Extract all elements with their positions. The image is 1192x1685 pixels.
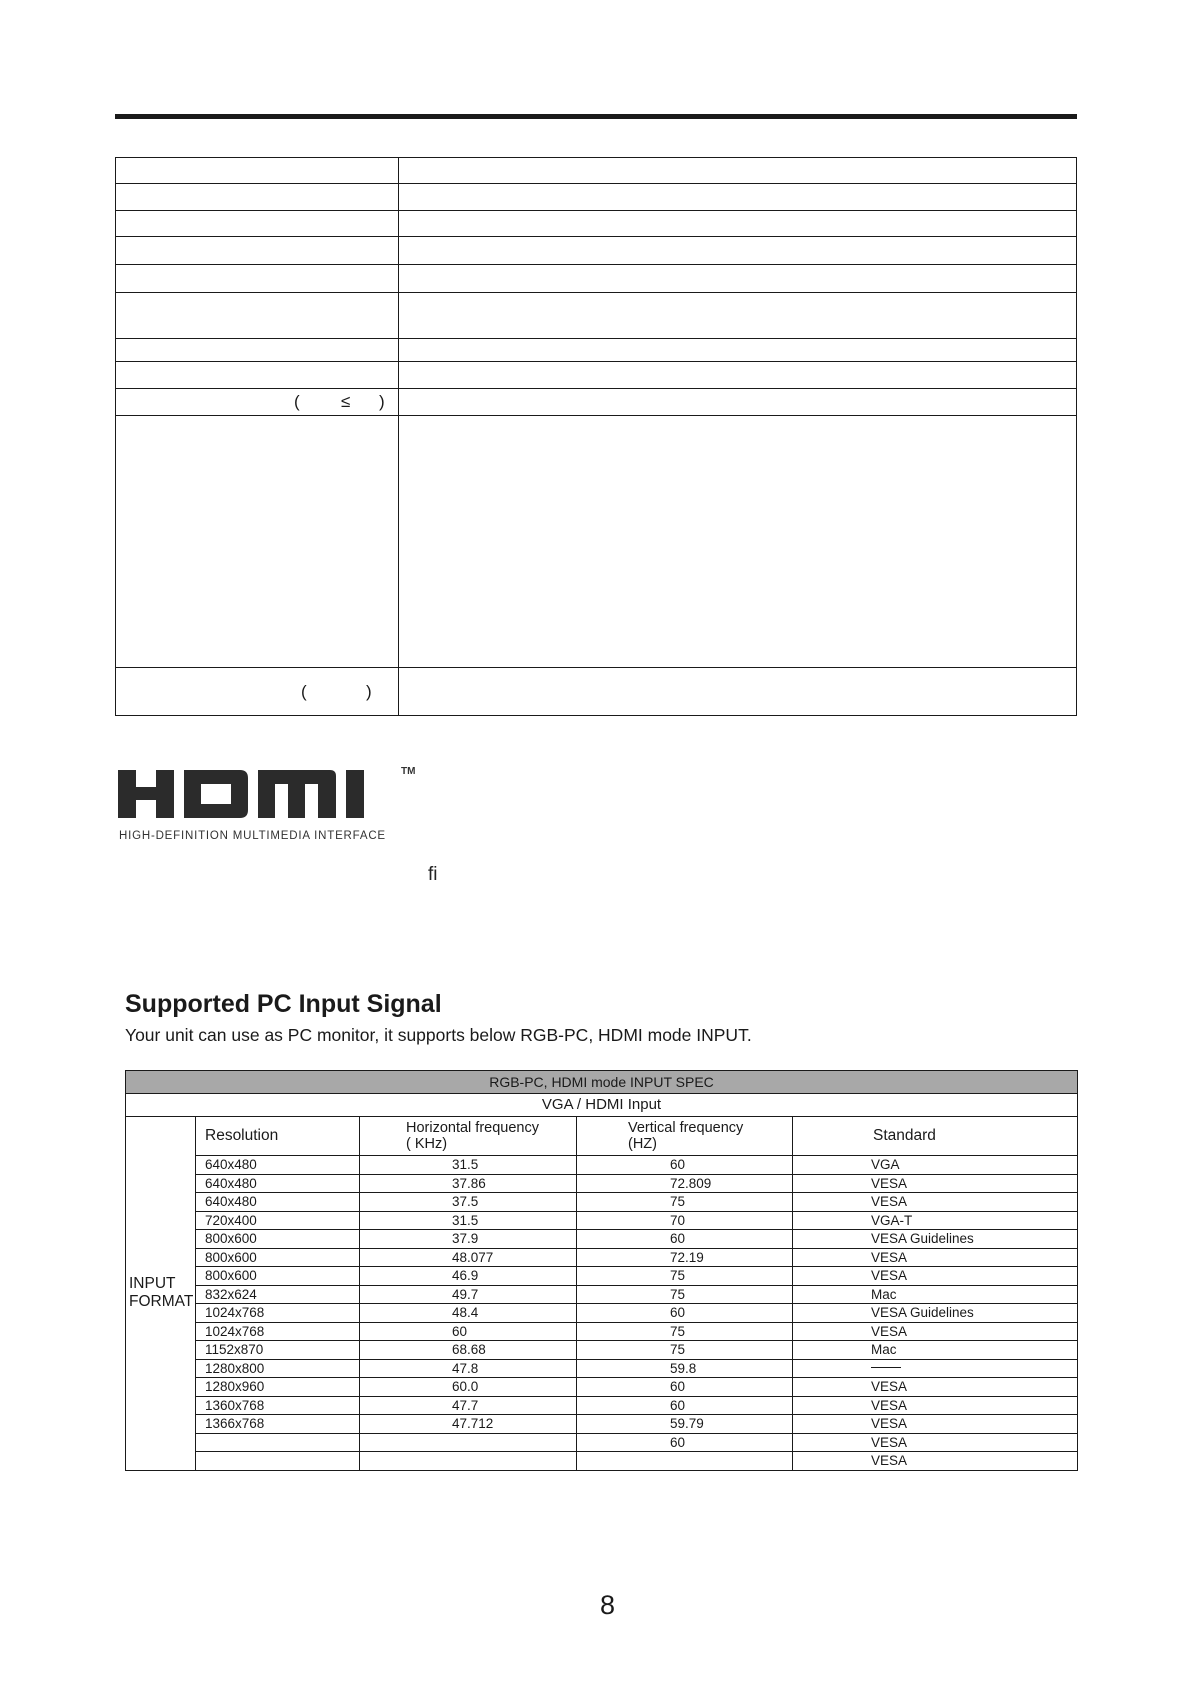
vertical-frequency-cell: 60 xyxy=(577,1230,793,1249)
spec-header: RGB-PC, HDMI mode INPUT SPEC xyxy=(126,1071,1078,1094)
hdmi-logo-icon xyxy=(118,768,398,820)
vertical-frequency-cell: 60 xyxy=(577,1156,793,1175)
resolution-cell: 1280x800 xyxy=(196,1359,360,1378)
table-row xyxy=(126,1156,1078,1175)
horizontal-frequency-cell: 37.9 xyxy=(360,1230,577,1249)
open-paren-symbol: ( xyxy=(294,392,300,411)
standard-cell: VGA xyxy=(793,1156,1078,1175)
spec-value xyxy=(399,237,1077,265)
input-format-label xyxy=(126,1117,196,1471)
spec-row xyxy=(116,293,1077,339)
vertical-frequency-cell: 75 xyxy=(577,1341,793,1360)
horizontal-frequency-cell: 46.9 xyxy=(360,1267,577,1286)
vertical-frequency-cell: 59.79 xyxy=(577,1415,793,1434)
table-row xyxy=(126,1341,1078,1360)
table-row xyxy=(126,1396,1078,1415)
vfreq-header-line-1: Vertical frequency xyxy=(628,1120,744,1136)
standard-cell: VESA xyxy=(793,1267,1078,1286)
horizontal-frequency-cell: 48.4 xyxy=(360,1304,577,1323)
spec-row xyxy=(116,362,1077,389)
section-title: Supported PC Input Signal xyxy=(125,990,442,1018)
hdmi-logo xyxy=(118,768,418,848)
input-label-line-2: FORMAT xyxy=(129,1293,194,1311)
table-row xyxy=(126,1359,1078,1378)
spec-header-row xyxy=(126,1071,1078,1094)
top-rule xyxy=(115,114,1077,119)
standard-cell: VGA-T xyxy=(793,1211,1078,1230)
vertical-frequency-cell: 75 xyxy=(577,1267,793,1286)
spec-value xyxy=(399,362,1077,389)
horizontal-frequency-cell: 47.7 xyxy=(360,1396,577,1415)
vertical-frequency-cell: 75 xyxy=(577,1285,793,1304)
spec-row xyxy=(116,339,1077,362)
hfreq-header-line-2: ( KHz) xyxy=(406,1136,448,1152)
vertical-frequency-cell: 60 xyxy=(577,1304,793,1323)
table-row xyxy=(126,1415,1078,1434)
horizontal-frequency-cell: 60 xyxy=(360,1322,577,1341)
spec-value xyxy=(399,416,1077,668)
spec-label xyxy=(116,389,399,416)
vertical-frequency-cell: 75 xyxy=(577,1193,793,1212)
spec-value xyxy=(399,265,1077,293)
resolution-cell xyxy=(196,1433,360,1452)
table-row xyxy=(126,1211,1078,1230)
input-label-line-1: INPUT xyxy=(129,1275,176,1293)
vertical-frequency-cell: 72.809 xyxy=(577,1174,793,1193)
horizontal-frequency-cell: 49.7 xyxy=(360,1285,577,1304)
spec-value xyxy=(399,184,1077,211)
standard-cell: VESA Guidelines xyxy=(793,1304,1078,1323)
vertical-frequency-cell: 72.19 xyxy=(577,1248,793,1267)
standard-cell xyxy=(793,1359,1078,1378)
vertical-frequency-cell: 60 xyxy=(577,1378,793,1397)
column-header-row xyxy=(126,1117,1078,1156)
spec-row xyxy=(116,416,1077,668)
spec-label xyxy=(116,362,399,389)
hfreq-header-line-1: Horizontal frequency xyxy=(406,1120,539,1136)
input-header: VGA / HDMI Input xyxy=(126,1094,1078,1117)
resolution-cell: 1280x960 xyxy=(196,1378,360,1397)
spec-row xyxy=(116,211,1077,237)
spec-value xyxy=(399,293,1077,339)
spec-value xyxy=(399,339,1077,362)
horizontal-frequency-cell: 47.712 xyxy=(360,1415,577,1434)
standard-cell: VESA xyxy=(793,1433,1078,1452)
trademark-symbol: TM xyxy=(401,766,416,777)
table-row xyxy=(126,1248,1078,1267)
page-number: 8 xyxy=(600,1590,616,1620)
horizontal-frequency-cell xyxy=(360,1433,577,1452)
vertical-frequency-cell: 75 xyxy=(577,1322,793,1341)
resolution-cell: 720x400 xyxy=(196,1211,360,1230)
resolution-cell: 1360x768 xyxy=(196,1396,360,1415)
table-row xyxy=(126,1174,1078,1193)
table-row xyxy=(126,1304,1078,1323)
resolution-cell: 640x480 xyxy=(196,1174,360,1193)
spec-label xyxy=(116,416,399,668)
spec-row xyxy=(116,184,1077,211)
horizontal-frequency-cell xyxy=(360,1452,577,1471)
standard-cell: VESA xyxy=(793,1452,1078,1471)
resolution-cell: 1024x768 xyxy=(196,1304,360,1323)
horizontal-frequency-cell: 68.68 xyxy=(360,1341,577,1360)
standard-cell: VESA xyxy=(793,1174,1078,1193)
horizontal-frequency-cell: 31.5 xyxy=(360,1211,577,1230)
hdmi-tagline: HIGH-DEFINITION MULTIMEDIA INTERFACE xyxy=(119,830,386,842)
spec-label xyxy=(116,237,399,265)
spec-label xyxy=(116,339,399,362)
horizontal-frequency-cell: 47.8 xyxy=(360,1359,577,1378)
spec-label xyxy=(116,158,399,184)
table-row xyxy=(126,1193,1078,1212)
spec-value xyxy=(399,389,1077,416)
fi-ligature-text: fi xyxy=(428,864,438,885)
resolution-cell: 800x600 xyxy=(196,1230,360,1249)
vertical-frequency-cell: 59.8 xyxy=(577,1359,793,1378)
spec-label xyxy=(116,265,399,293)
spec-row xyxy=(116,389,1077,416)
standard-cell: Mac xyxy=(793,1341,1078,1360)
horizontal-frequency-cell: 37.86 xyxy=(360,1174,577,1193)
table-row xyxy=(126,1230,1078,1249)
horizontal-frequency-header xyxy=(360,1117,577,1156)
standard-cell: VESA xyxy=(793,1415,1078,1434)
vertical-frequency-cell: 70 xyxy=(577,1211,793,1230)
standard-cell: VESA xyxy=(793,1378,1078,1397)
vertical-frequency-cell: 60 xyxy=(577,1396,793,1415)
resolution-cell: 1366x768 xyxy=(196,1415,360,1434)
horizontal-frequency-cell: 48.077 xyxy=(360,1248,577,1267)
table-row xyxy=(126,1285,1078,1304)
section-description: Your unit can use as PC monitor, it supports below RGB-PC, HDMI mode INPUT. xyxy=(125,1025,752,1045)
spec-row xyxy=(116,237,1077,265)
spec-row xyxy=(116,668,1077,716)
resolution-cell: 832x624 xyxy=(196,1285,360,1304)
specifications-table xyxy=(115,157,1077,716)
standard-cell: VESA xyxy=(793,1322,1078,1341)
spec-value xyxy=(399,158,1077,184)
resolution-cell: 640x480 xyxy=(196,1156,360,1175)
horizontal-frequency-cell: 37.5 xyxy=(360,1193,577,1212)
spec-label xyxy=(116,293,399,339)
close-paren-symbol: ) xyxy=(379,392,385,411)
resolution-cell: 1024x768 xyxy=(196,1322,360,1341)
spec-label xyxy=(116,184,399,211)
pc-input-signal-table xyxy=(125,1070,1078,1471)
resolution-cell: 800x600 xyxy=(196,1248,360,1267)
resolution-header: Resolution xyxy=(196,1117,360,1156)
table-row xyxy=(126,1267,1078,1286)
standard-header: Standard xyxy=(793,1117,1078,1156)
standard-cell: VESA xyxy=(793,1193,1078,1212)
dash-mark xyxy=(871,1367,901,1369)
resolution-cell: 640x480 xyxy=(196,1193,360,1212)
table-row xyxy=(126,1452,1078,1471)
open-paren-symbol: ( xyxy=(301,681,307,701)
vertical-frequency-cell: 60 xyxy=(577,1433,793,1452)
spec-label xyxy=(116,668,399,716)
standard-cell: VESA xyxy=(793,1396,1078,1415)
close-paren-symbol: ) xyxy=(366,681,372,701)
table-row xyxy=(126,1322,1078,1341)
resolution-cell xyxy=(196,1452,360,1471)
horizontal-frequency-cell: 31.5 xyxy=(360,1156,577,1175)
spec-value xyxy=(399,668,1077,716)
spec-label xyxy=(116,211,399,237)
standard-cell: Mac xyxy=(793,1285,1078,1304)
resolution-cell: 800x600 xyxy=(196,1267,360,1286)
less-equal-symbol: ≤ xyxy=(341,392,351,411)
resolution-cell: 1152x870 xyxy=(196,1341,360,1360)
standard-cell: VESA Guidelines xyxy=(793,1230,1078,1249)
vfreq-header-line-2: (HZ) xyxy=(628,1136,657,1152)
table-row xyxy=(126,1378,1078,1397)
table-row xyxy=(126,1433,1078,1452)
horizontal-frequency-cell: 60.0 xyxy=(360,1378,577,1397)
spec-value xyxy=(399,211,1077,237)
standard-cell: VESA xyxy=(793,1248,1078,1267)
vertical-frequency-cell xyxy=(577,1452,793,1471)
vertical-frequency-header xyxy=(577,1117,793,1156)
input-header-row xyxy=(126,1094,1078,1117)
spec-row xyxy=(116,265,1077,293)
spec-row xyxy=(116,158,1077,184)
